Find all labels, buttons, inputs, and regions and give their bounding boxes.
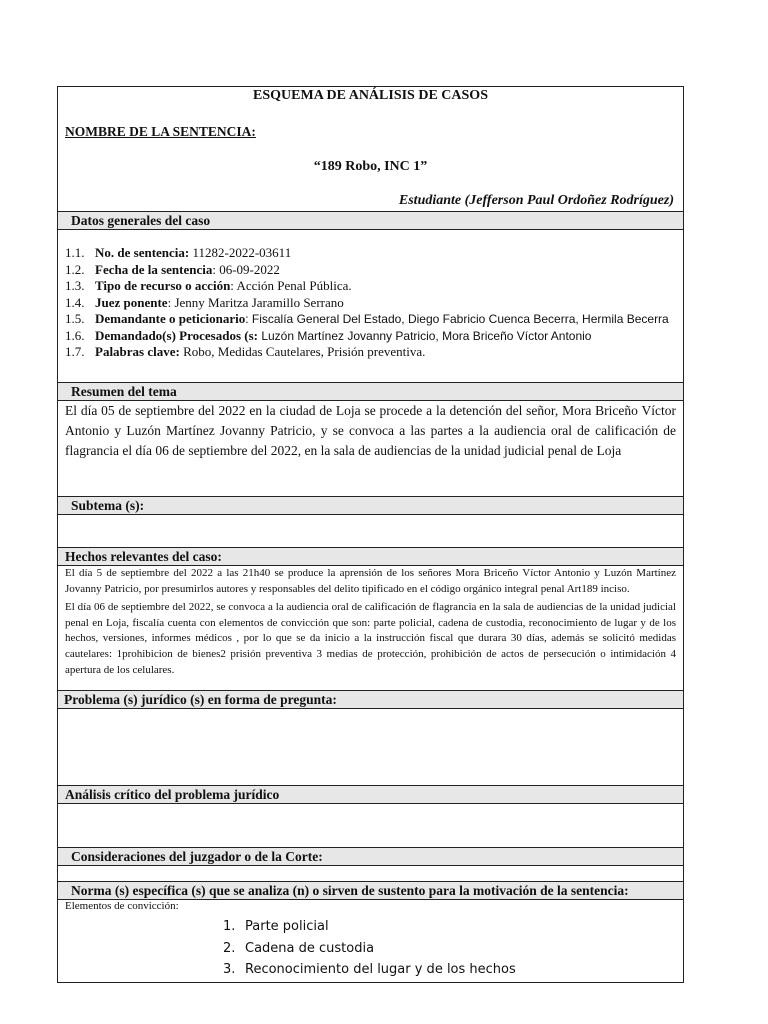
- hechos-paragraph: El día 06 de septiembre del 2022, se convoca a la audiencia oral de calificación de flagrancia en la sala de audiencias de la unidad judicial penal en Loja, fiscalía cuenta con elementos de convicción que son: parte policial, cadena de custodia, reconocimiento de lugar y de los hechos, versiones, informes médicos , por lo que se da inicio a la instrucción fiscal que durara 30 días, además se solicitó medidas cautelares: 1prohibicion de bienes2 prisión preventiva 3 medias de protección, prohibición de actos de persecución o intimidación 4 apertura de los celulares.: [65, 601, 676, 676]
- item-value: Luzón Martínez Jovanny Patricio, Mora Briceño Víctor Antonio: [257, 328, 592, 343]
- item-label: Fecha de la sentencia: [95, 261, 213, 277]
- norma-item-text: Reconocimiento del lugar y de los hechos: [245, 962, 516, 977]
- consideraciones-section: [58, 866, 683, 882]
- item-value: 11282-2022-03611: [189, 245, 292, 260]
- hechos-paragraph: El día 5 de septiembre del 2022 a las 21h40 se produce la aprensión de los señores Mora Briceño Víctor Antonio y Luzón Martínez Jovanny Patricio, por presumirlos autores y responsables del delito tipificado en el código orgánico integral penal Art189 inciso.: [65, 567, 676, 595]
- norma-list: [58, 912, 683, 987]
- resumen-text: El día 05 de septiembre del 2022 en la ciudad de Loja se procede a la detención del señor, Mora Briceño Víctor Antonio y Luzón Martínez Jovanny Patricio, y se convoca a las partes a la audiencia oral de calificación de flagrancia el día 06 de septiembre del 2022, en la sala de audiencias de la unidad judicial penal de Loja: [65, 403, 676, 458]
- sentence-name-label: NOMBRE DE LA SENTENCIA:: [65, 124, 256, 139]
- case-analysis-form: [57, 86, 684, 983]
- item-number: 1.7.: [65, 344, 85, 359]
- subtema-header: Subtema (s):: [58, 497, 683, 515]
- norma-item: [223, 938, 683, 960]
- datos-item: [65, 295, 676, 312]
- norma-item-number: 1.: [223, 919, 236, 934]
- item-label: Tipo de recurso o acción: [95, 278, 231, 293]
- student-name: Estudiante (Jefferson Paul Ordoñez Rodríguez): [398, 193, 674, 208]
- datos-section: [58, 230, 683, 383]
- norma-item: [223, 916, 683, 938]
- norma-item-number: 2.: [223, 940, 236, 956]
- form-title: ESQUEMA DE ANÁLISIS DE CASOS: [253, 88, 488, 103]
- datos-item: [65, 328, 676, 345]
- item-label: Palabras clave:: [95, 344, 180, 359]
- item-number: 1.1.: [65, 245, 85, 260]
- resumen-section: [58, 401, 683, 497]
- norma-item-number: 3.: [223, 962, 236, 977]
- datos-item: [65, 311, 676, 328]
- problema-header: Problema (s) jurídico (s) en forma de pregunta:: [58, 691, 683, 709]
- norma-section: [58, 900, 683, 982]
- item-label: No. de sentencia:: [95, 245, 190, 260]
- datos-item: [65, 245, 676, 262]
- datos-header: Datos generales del caso: [58, 212, 683, 230]
- case-title: “189 Robo, INC 1”: [313, 159, 428, 174]
- item-label: Demandado(s) Procesados (s:: [95, 327, 258, 343]
- analisis-section: [58, 804, 683, 848]
- item-value: : Jenny Maritza Jaramillo Serrano: [167, 294, 344, 310]
- item-value: : Acción Penal Pública.: [230, 278, 352, 293]
- item-label: Juez ponente: [95, 294, 168, 310]
- datos-item: [65, 344, 676, 361]
- item-number: 1.4.: [65, 294, 85, 310]
- norma-item: [223, 959, 683, 981]
- norma-intro: Elementos de convicción:: [65, 900, 179, 912]
- hechos-header: Hechos relevantes del caso:: [58, 548, 683, 566]
- item-number: 1.3.: [65, 278, 85, 293]
- item-number: 1.6.: [65, 327, 85, 343]
- norma-item-text: Cadena de custodia: [245, 940, 375, 956]
- datos-item: [65, 278, 676, 295]
- resumen-header: Resumen del tema: [58, 383, 683, 401]
- consideraciones-header: Consideraciones del juzgador o de la Corte:: [58, 848, 683, 866]
- item-number: 1.2.: [65, 261, 85, 277]
- item-number: 1.5.: [65, 311, 85, 326]
- norma-item-text: Parte policial: [245, 919, 329, 934]
- form-heading: [58, 87, 683, 212]
- datos-item: [65, 262, 676, 279]
- norma-header: Norma (s) específica (s) que se analiza (n) o sirven de sustento para la motivación de la sentencia:: [58, 882, 683, 900]
- item-value: Robo, Medidas Cautelares, Prisión preventiva.: [179, 344, 426, 359]
- hechos-text: [58, 566, 683, 678]
- hechos-section: [58, 566, 683, 691]
- problema-section: [58, 709, 683, 786]
- analisis-header: Análisis crítico del problema jurídico: [58, 786, 683, 804]
- item-value: : Fiscalía General Del Estado, Diego Fabricio Cuenca Becerra, Hermila Becerra: [245, 312, 669, 326]
- item-label: Demandante o peticionario: [95, 311, 246, 326]
- item-value: : 06-09-2022: [212, 261, 280, 277]
- subtema-section: [58, 515, 683, 548]
- datos-list: [58, 230, 683, 368]
